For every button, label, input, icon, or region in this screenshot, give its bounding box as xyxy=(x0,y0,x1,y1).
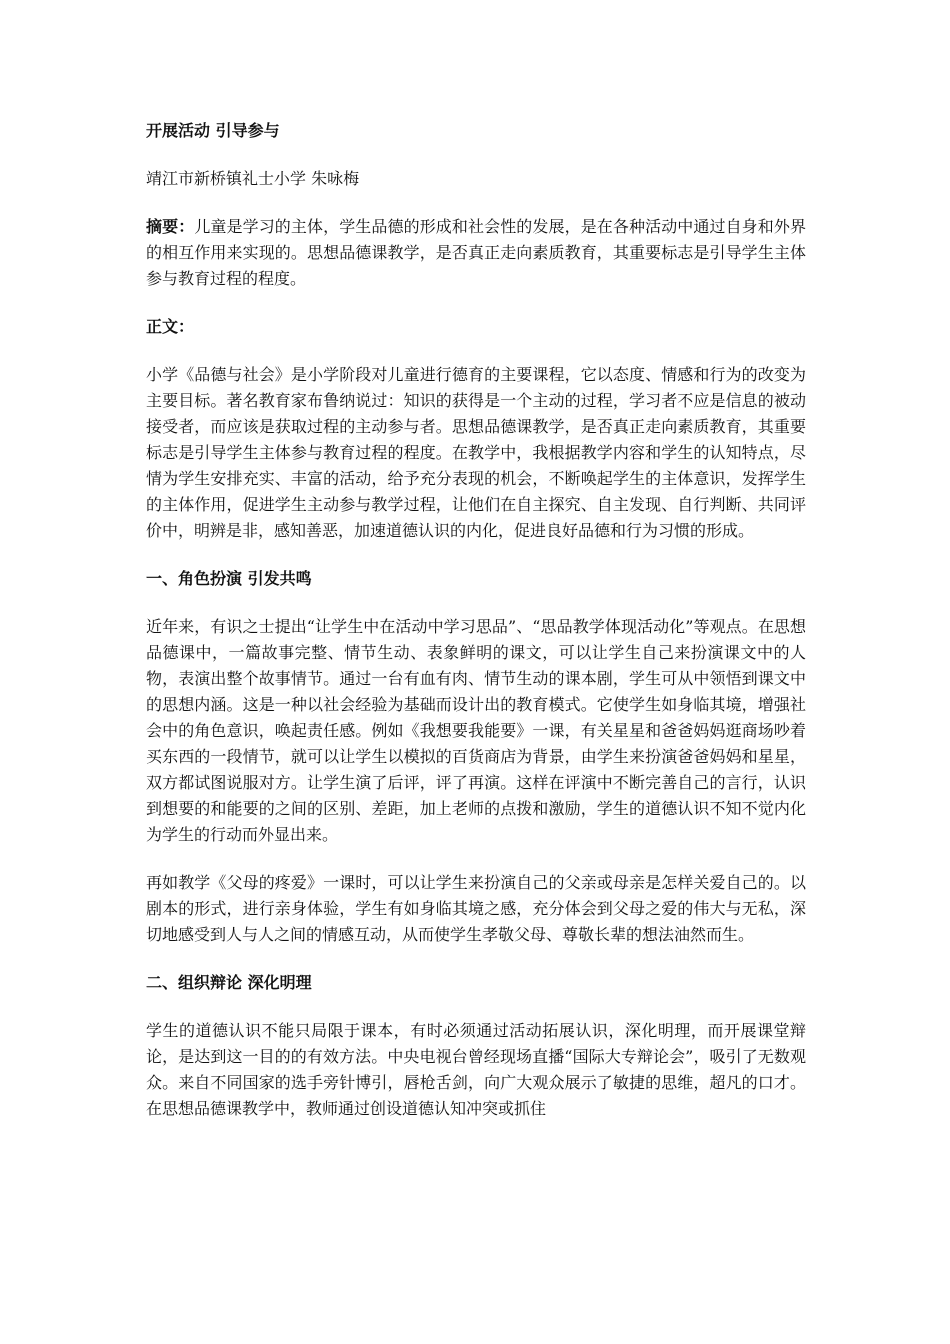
section2-paragraph-1: 学生的道德认识不能只局限于课本，有时必须通过活动拓展认识，深化明理，而开展课堂辩论，是达到这一目的的有效方法。中央电视台曾经现场直播“国际大专辩论会”，吸引了无数观众。来自不同国家的选手旁针博引，唇枪舌剑，向广大观众展示了敏捷的思维，超凡的口才。在思想品德课教学中，教师通过创设道德认知冲突或抓住 xyxy=(146,1021,806,1118)
abstract-text: 儿童是学习的主体，学生品德的形成和社会性的发展，是在各种活动中通过自身和外界的相互作用来实现的。思想品德课教学，是否真正走向素质教育，其重要标志是引导学生主体参与教育过程的程度。 xyxy=(146,217,806,288)
document-title: 开展活动 引导参与 xyxy=(146,121,280,140)
body-label: 正文： xyxy=(146,317,195,336)
document-page xyxy=(146,118,806,1144)
abstract-label: 摘要： xyxy=(146,217,195,236)
abstract-paragraph xyxy=(146,214,806,292)
document-author: 靖江市新桥镇礼士小学 朱咏梅 xyxy=(146,169,360,188)
section2-heading: 二、组织辩论 深化明理 xyxy=(146,973,312,992)
section1-paragraph-2: 再如教学《父母的疼爱》一课时，可以让学生来扮演自己的父亲或母亲是怎样关爱自己的。以剧本的形式，进行亲身体验，学生有如身临其境之感，充分体会到父母之爱的伟大与无私，深切地感受到人与人之间的情感互动，从而使学生孝敬父母、尊敬长辈的想法油然而生。 xyxy=(146,873,806,944)
section1-heading: 一、角色扮演 引发共鸣 xyxy=(146,569,312,588)
intro-paragraph: 小学《品德与社会》是小学阶段对儿童进行德育的主要课程，它以态度、情感和行为的改变为主要目标。著名教育家布鲁纳说过：知识的获得是一个主动的过程，学习者不应是信息的被动接受者，而应该是获取过程的主动参与者。思想品德课教学，是否真正走向素质教育，其重要标志是引导学生主体参与教育过程的程度。在教学中，我根据教学内容和学生的认知特点，尽情为学生安排充实、丰富的活动，给予充分表现的机会，不断唤起学生的主体意识，发挥学生的主体作用，促进学生主动参与教学过程，让他们在自主探究、自主发现、自行判断、共同评价中，明辨是非，感知善恶，加速道德认识的内化，促进良好品德和行为习惯的形成。 xyxy=(146,365,806,540)
section1-paragraph-1: 近年来，有识之士提出“让学生中在活动中学习思品”、“思品教学体现活动化”等观点。在思想品德课中，一篇故事完整、情节生动、表象鲜明的课文，可以让学生自己来扮演课文中的人物，表演出整个故事情节。通过一台有血有肉、情节生动的课本剧，学生可从中领悟到课文中的思想内涵。这是一种以社会经验为基础而设计出的教育模式。它使学生如身临其境，增强社会中的角色意识，唤起责任感。例如《我想要我能要》一课，有关星星和爸爸妈妈逛商场吵着买东西的一段情节，就可以让学生以模拟的百货商店为背景，由学生来扮演爸爸妈妈和星星，双方都试图说服对方。让学生演了后评，评了再演。这样在评演中不断完善自己的言行，认识到想要的和能要的之间的区别、差距，加上老师的点拨和激励，学生的道德认识不知不觉内化为学生的行动而外显出来。 xyxy=(146,617,806,844)
